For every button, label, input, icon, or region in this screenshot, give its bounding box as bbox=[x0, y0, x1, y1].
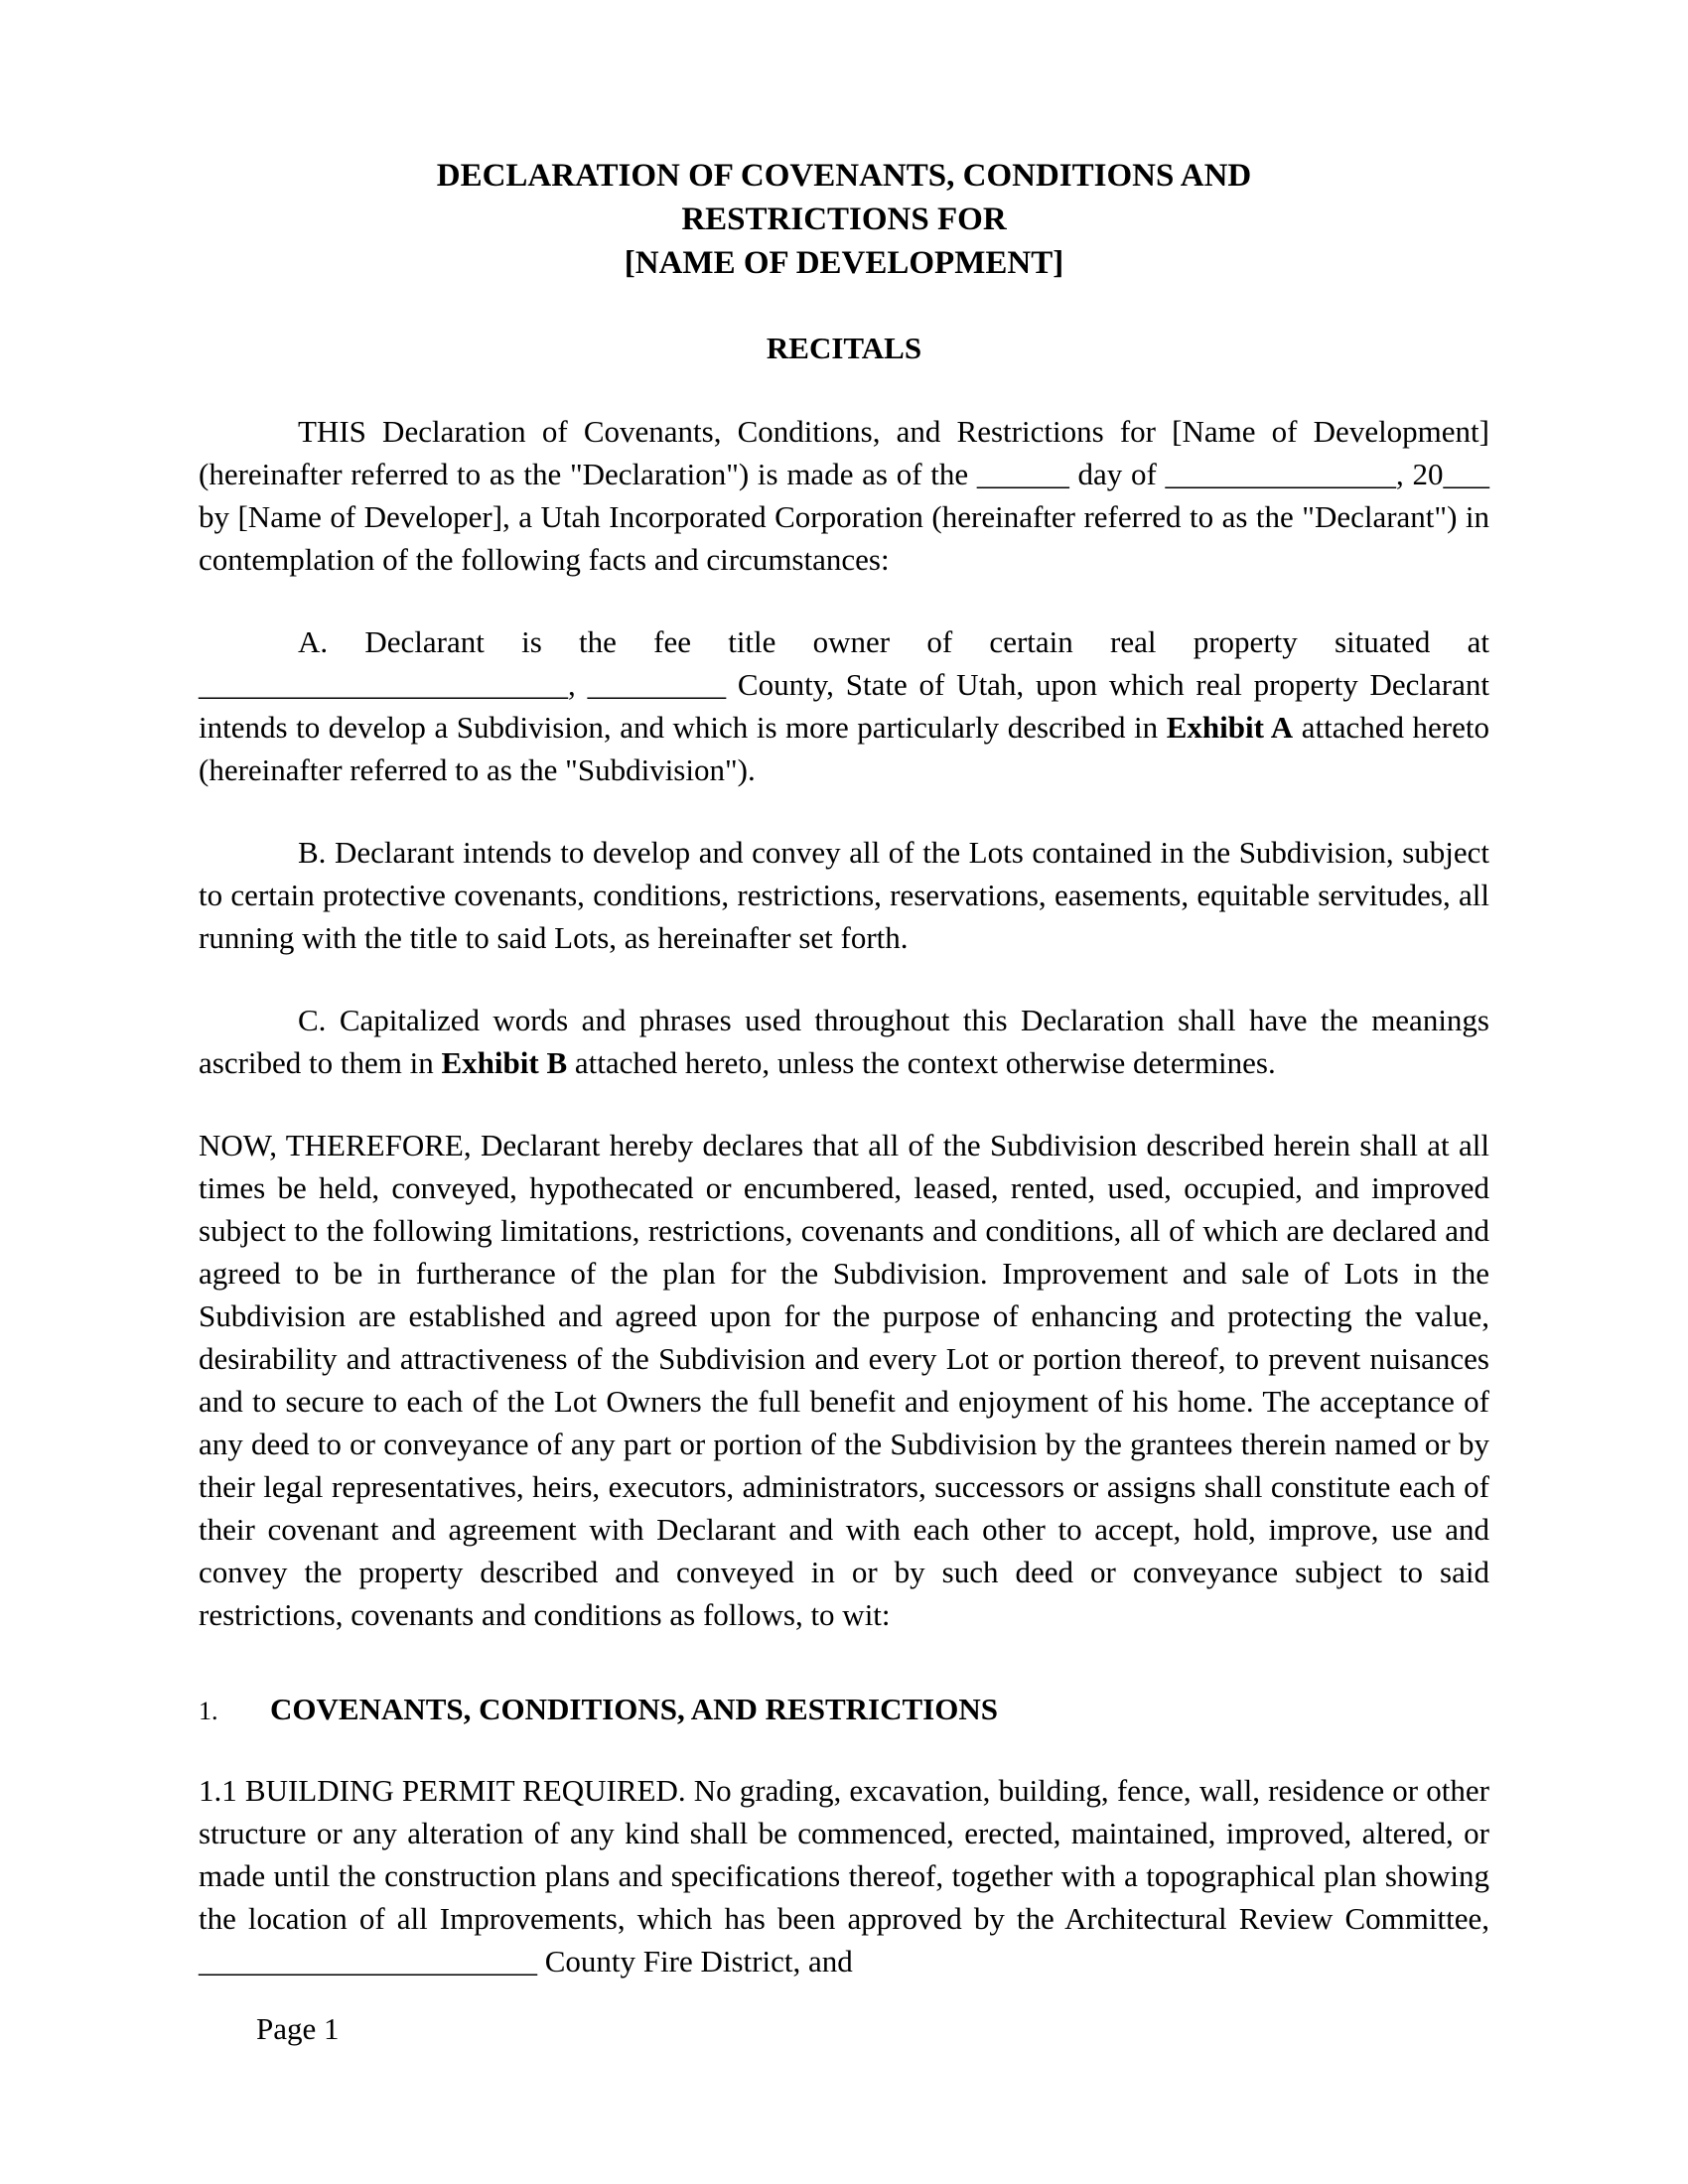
title-line-2: RESTRICTIONS FOR bbox=[681, 202, 1007, 237]
page-number: Page 1 bbox=[256, 2011, 340, 2046]
now-therefore-paragraph: NOW, THEREFORE, Declarant hereby declares that all of the Subdivision described herein shall at all times be held, conveyed, hypothecated or encumbered, leased, rented, used, occupied, and improved subject to the following limitations, restrictions, covenants and conditions, all of which are declared and agreed to be in furtherance of the plan for the Subdivision. Improvement and sale of Lots in the Subdivision are established and agreed upon for the purpose of enhancing and protecting the value, desirability and attractiveness of the Subdivision and every Lot or portion thereof, to prevent nuisances and to secure to each of the Lot Owners the full benefit and enjoyment of his home. The acceptance of any deed to or conveyance of any part or portion of the Subdivision by the grantees therein named or by their legal representatives, heirs, executors, administrators, successors or assigns shall constitute each of their covenant and agreement with Declarant and with each other to accept, hold, improve, use and convey the property described and conveyed in or by such deed or conveyance subject to said restrictions, covenants and conditions as follows, to wit: bbox=[199, 1128, 1489, 1632]
intro-paragraph: THIS Declaration of Covenants, Conditions, and Restrictions for [Name of Development] (hereinafter referred to as the "Declaration") is made as of the ______ day of _______________, 20___ by [Name of Developer], a Utah Incorporated Corporation (hereinafter referred to as the "Declarant") in contemplation of the following facts and circumstances: bbox=[199, 414, 1489, 577]
section-1-number: 1. bbox=[199, 1697, 218, 1725]
section-1-heading bbox=[199, 1688, 1489, 1733]
recital-a-paragraph bbox=[199, 620, 1489, 791]
recitals-heading: RECITALS bbox=[766, 331, 922, 365]
section-1-title: COVENANTS, CONDITIONS, AND RESTRICTIONS bbox=[270, 1692, 998, 1726]
recital-a-text-end: attached hereto (hereinafter referred to as the "Subdivision"). bbox=[199, 710, 1489, 787]
title-line-1: DECLARATION OF COVENANTS, CONDITIONS AND bbox=[436, 158, 1252, 194]
title-line-3: [NAME OF DEVELOPMENT] bbox=[624, 245, 1064, 281]
clause-1-1-paragraph: 1.1 BUILDING PERMIT REQUIRED. No grading, excavation, building, fence, wall, residence or other structure or any alteration of any kind shall be commenced, erected, maintained, improved, altered, or made until the construction plans and specifications thereof, together with a topographical plan showing the location of all Improvements, which has been approved by the Architectural Review Committee, ______________________ County Fire District, and bbox=[199, 1773, 1489, 1979]
recital-a-text-start: A. Declarant is the fee title owner of certain real property situated at ________________________, _________ County, State of Utah, upon which real property Declarant intends to develop a Subdivision, and which is more particularly described in bbox=[199, 624, 1489, 745]
document-title bbox=[199, 154, 1489, 285]
exhibit-b-reference: Exhibit B bbox=[441, 1045, 568, 1080]
exhibit-a-reference: Exhibit A bbox=[1166, 710, 1294, 745]
recital-c-paragraph bbox=[199, 999, 1489, 1084]
recital-b-paragraph: B. Declarant intends to develop and convey all of the Lots contained in the Subdivision, subject to certain protective covenants, conditions, restrictions, reservations, easements, equitable servitudes, all running with the title to said Lots, as hereinafter set forth. bbox=[199, 835, 1489, 955]
recital-c-text-end: attached hereto, unless the context otherwise determines. bbox=[567, 1045, 1276, 1080]
recital-c-text-start: C. Capitalized words and phrases used throughout this Declaration shall have the meanings ascribed to them in bbox=[199, 1003, 1489, 1080]
